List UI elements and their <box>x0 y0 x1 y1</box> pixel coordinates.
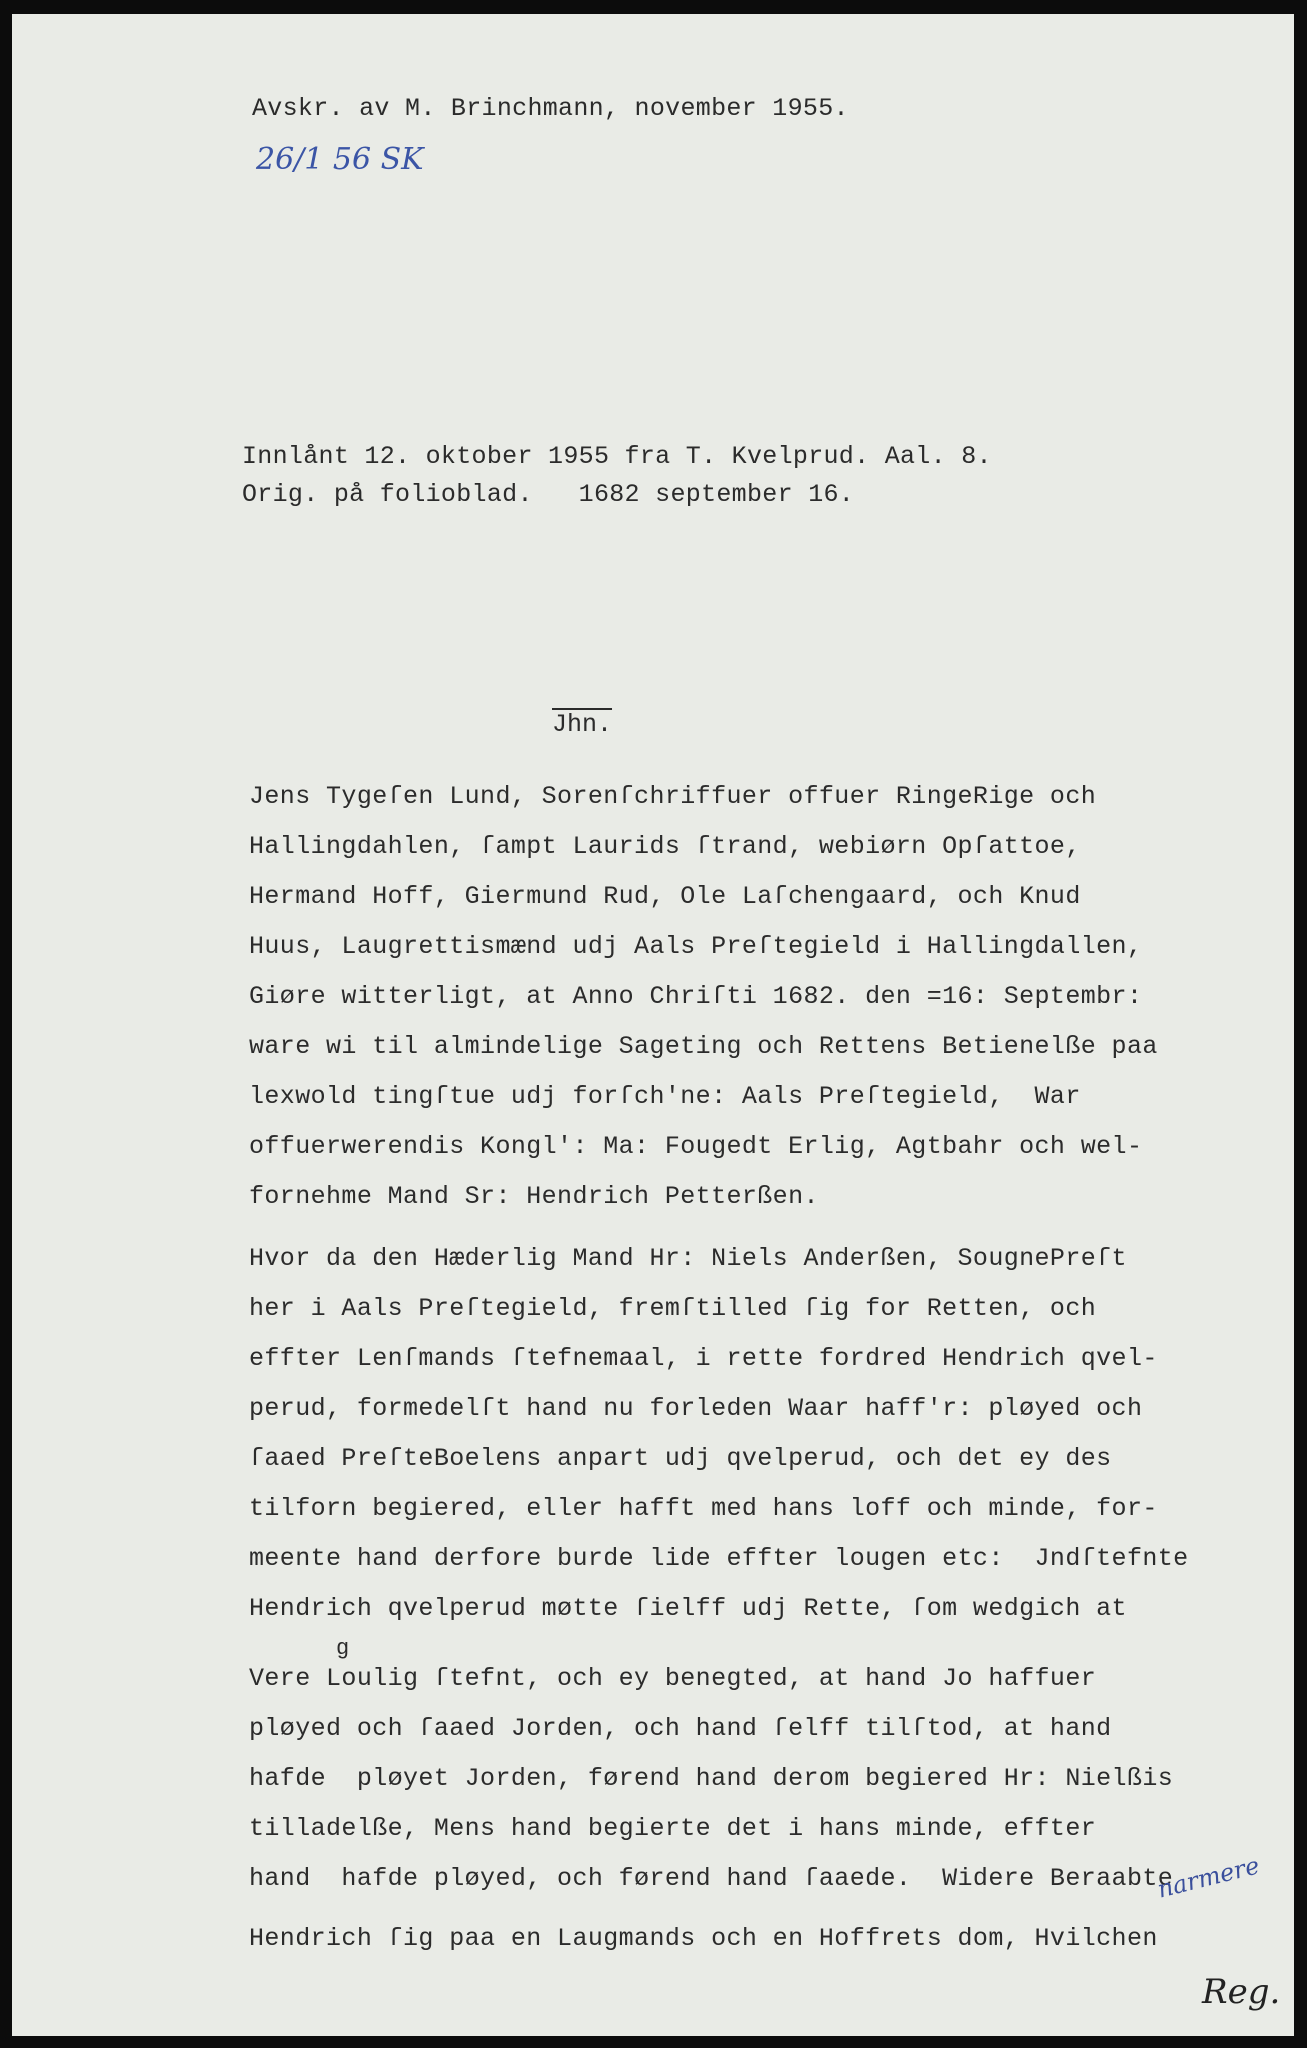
body-line: Hermand Hoff, Giermund Rud, Ole Laſchengaard, och Knud <box>249 882 1081 911</box>
source-line-2: Orig. på folioblad. 1682 september 16. <box>242 480 855 509</box>
body-line: her i Aals Preſtegield, fremſtilled ſig for Retten, och <box>249 1294 1097 1323</box>
source-line-1: Innlånt 12. oktober 1955 fra T. Kvelprud. Aal. 8. <box>242 442 992 471</box>
body-line: hand hafde pløyed, och førend hand ſaaede. Widere Beraabte <box>249 1864 1174 1893</box>
body-line: tilladelße, Mens hand begierte det i hans minde, effter <box>249 1814 1097 1843</box>
margin-note-narmere: narmere <box>1154 1851 1263 1904</box>
transcription-note: Avskr. av M. Brinchmann, november 1955. <box>252 94 849 123</box>
body-line: Hendrich qvelperud møtte ſielff udj Rette, ſom wedgich at <box>249 1594 1127 1623</box>
body-line: hafde pløyet Jorden, førend hand derom begiered Hr: Nielßis <box>249 1764 1174 1793</box>
body-line: fornehme Mand Sr: Hendrich Petterßen. <box>249 1182 819 1211</box>
body-line: ware wi til almindelige Sageting och Rettens Betienelße paa <box>249 1032 1158 1061</box>
body-line: Jens Tygeſen Lund, Sorenſchriffuer offuer RingeRige och <box>249 782 1097 811</box>
body-line: lexwold tingſtue udj forſch'ne: Aals Preſtegield, War <box>249 1082 1081 1111</box>
body-line: Giøre witterligt, at Anno Chriſti 1682. den =16: Septembr: <box>249 982 1143 1011</box>
body-line: meente hand derfore burde lide effter lougen etc: Jndſtefnte <box>249 1544 1189 1573</box>
body-line: perud, formedelſt hand nu forleden Waar haff'r: pløyed och <box>249 1394 1143 1423</box>
body-line: tilforn begiered, eller hafft med hans loff och minde, for- <box>249 1494 1158 1523</box>
body-line: ſaaed PreſteBoelens anpart udj qvelperud, och det ey des <box>249 1444 1112 1473</box>
body-line: Vere Loulig ſtefnt, och ey benegted, at hand Jo haffuer <box>249 1664 1097 1693</box>
body-line: offuerwerendis Kongl': Ma: Fougedt Erlig, Agtbahr och wel- <box>249 1132 1143 1161</box>
body-line: Huus, Laugrettismænd udj Aals Preſtegield i Hallingdallen, <box>249 932 1143 961</box>
document-page <box>12 14 1294 2036</box>
document-heading: Jhn. <box>552 710 613 739</box>
body-line: Hvor da den Hæderlig Mand Hr: Niels Anderßen, SougnePreſt <box>249 1244 1127 1273</box>
body-line: Hendrich ſig paa en Laugmands och en Hoffrets dom, Hvilchen <box>249 1924 1158 1953</box>
interlinear-superscript-g: g <box>336 1636 350 1661</box>
body-line: Hallingdahlen, ſampt Laurids ſtrand, webiørn Opſattoe, <box>249 832 1081 861</box>
handwritten-date-note: 26/1 56 SK <box>256 142 424 177</box>
body-line: pløyed och ſaaed Jorden, och hand ſelff tilſtod, at hand <box>249 1714 1112 1743</box>
body-line: effter Lenſmands ſtefnemaal, i rette fordred Hendrich qvel- <box>249 1344 1158 1373</box>
margin-note-reg: Reg. <box>1202 1972 1281 2012</box>
